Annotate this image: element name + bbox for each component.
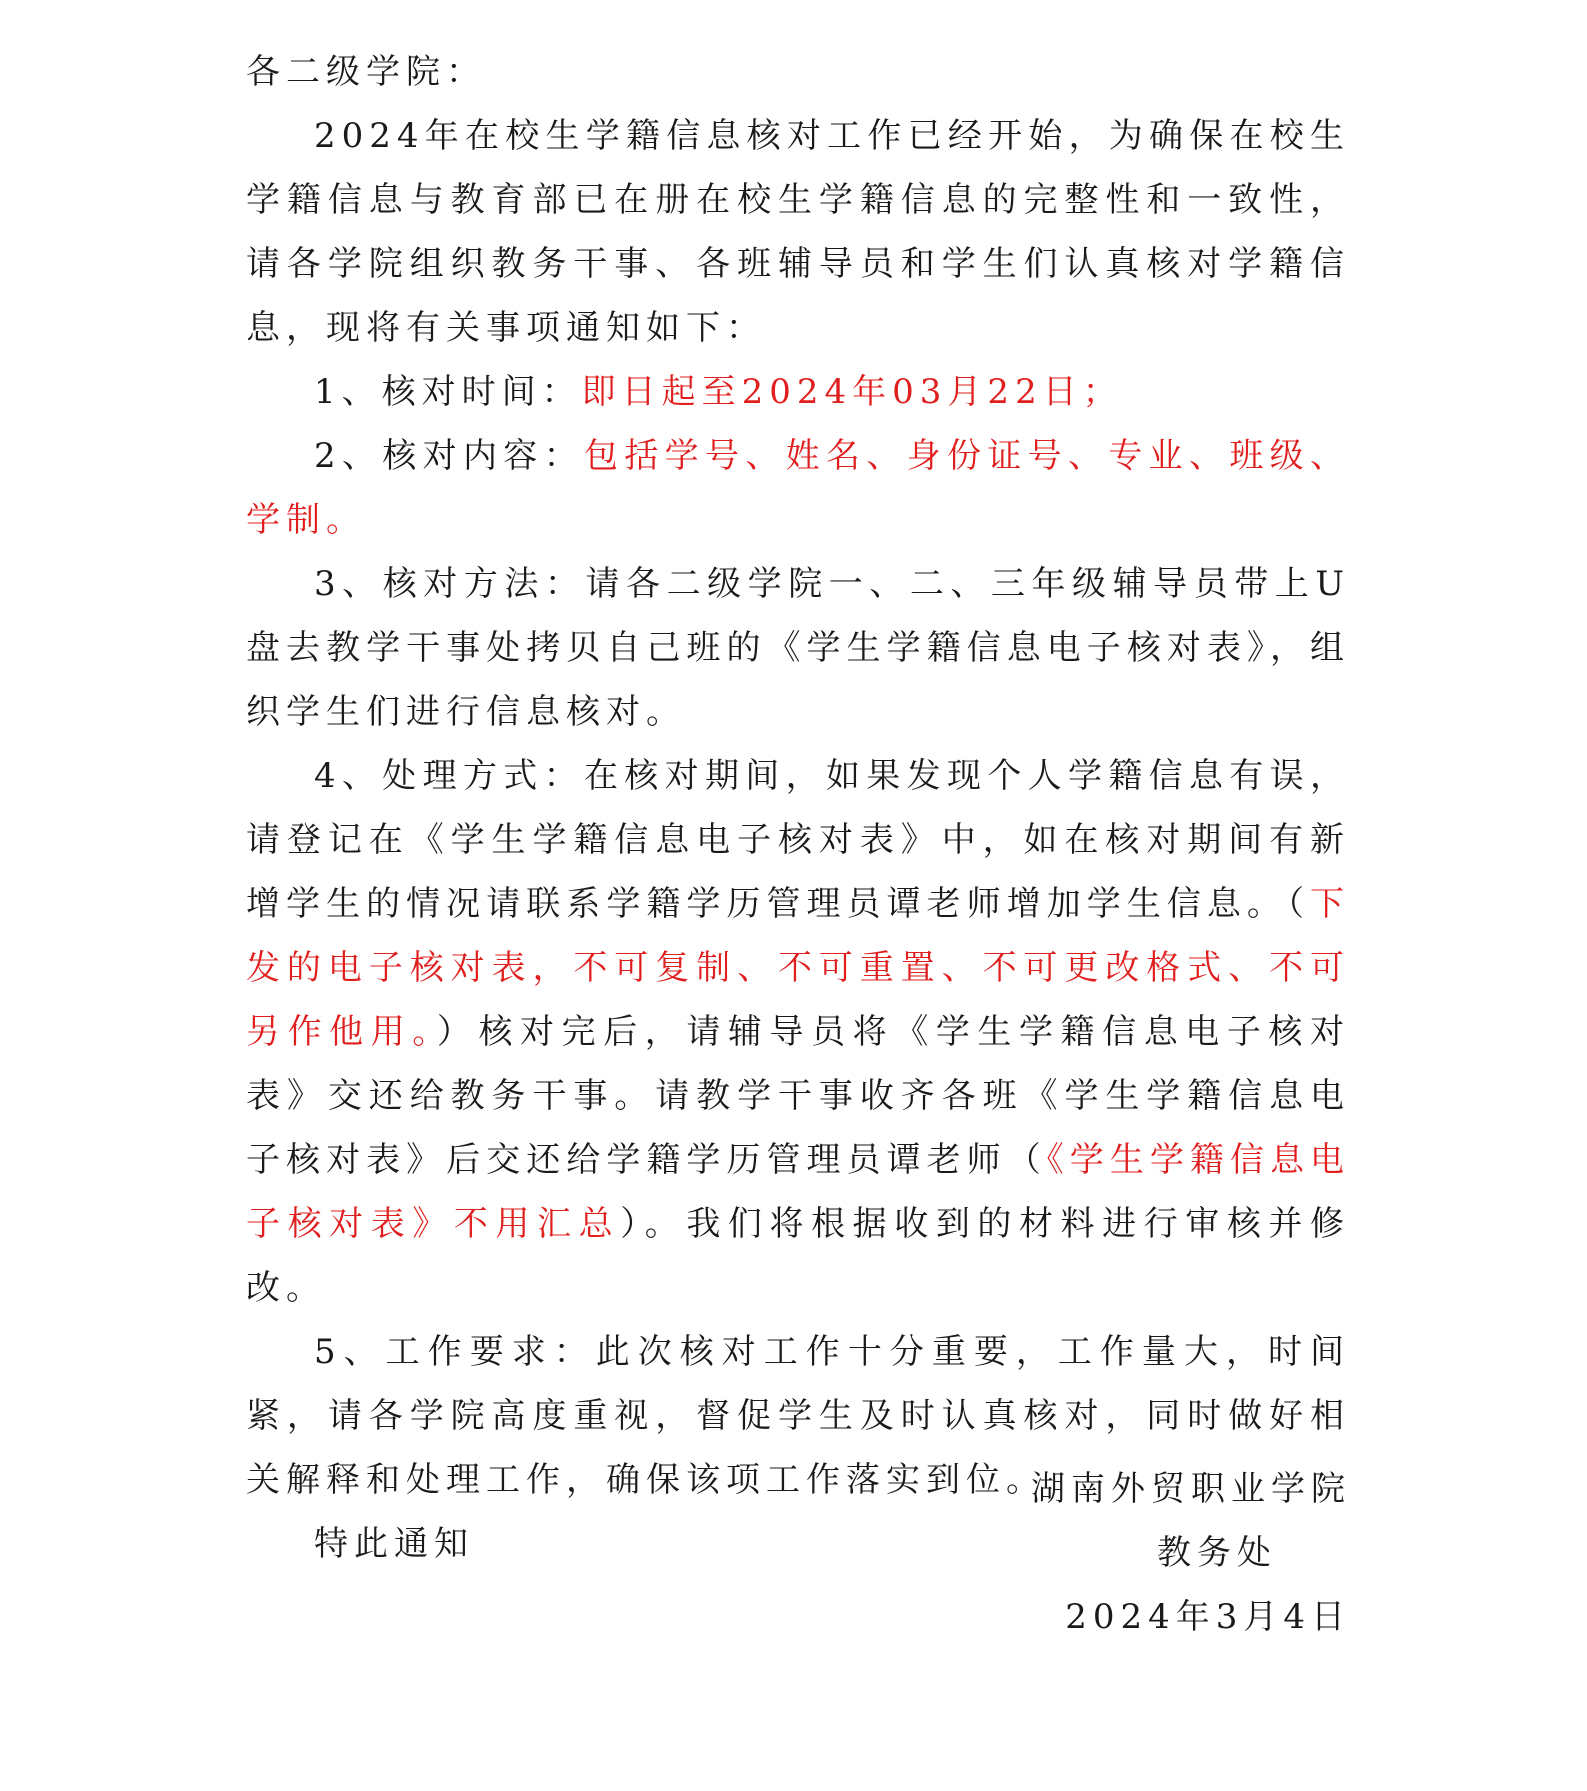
item-2-value: 包括学号、姓名、身份证号、专业、班级、学制。 (246, 436, 1351, 540)
salutation: 各二级学院： (246, 52, 486, 92)
item-2-label: 2、核对内容： (314, 436, 584, 476)
signature-date: 2024年3月4日 (1065, 1597, 1351, 1637)
item-4 (246, 744, 1350, 1320)
signature-dept: 教务处 (1157, 1533, 1277, 1573)
item-4-part3: ）。我们将根据收到的材料进行审核并修改。 (246, 1204, 1351, 1308)
signature-block (1031, 1457, 1351, 1649)
item-4-highlight-1: 下发的电子核对表，不可复制、不可重置、不可更改格式、不可另作他用。 (246, 884, 1350, 1052)
item-5: 5、工作要求：此次核对工作十分重要，工作量大，时间紧，请各学院高度重视，督促学生及时认真核对，同时做好相关解释和处理工作，确保该项工作落实到位。 (246, 1332, 1350, 1500)
item-4-part1: 4、处理方式：在核对期间，如果发现个人学籍信息有误，请登记在《学生学籍信息电子核对表》中，如在核对期间有新增学生的情况请联系学籍学历管理员谭老师增加学生信息。（ (246, 756, 1350, 924)
item-1 (246, 360, 1350, 424)
closing-text: 特此通知 (314, 1524, 474, 1564)
item-3: 3、核对方法：请各二级学院一、二、三年级辅导员带上U盘去教学干事处拷贝自己班的《学生学籍信息电子核对表》，组织学生们进行信息核对。 (246, 564, 1350, 732)
item-2 (246, 424, 1350, 552)
signature-org: 湖南外贸职业学院 (1031, 1469, 1351, 1509)
item-1-label: 1、核对时间： (314, 372, 582, 412)
item-1-value: 即日起至2024年03月22日； (581, 372, 1123, 412)
notice-body (246, 40, 1350, 1576)
intro-paragraph: 2024年在校生学籍信息核对工作已经开始，为确保在校生学籍信息与教育部已在册在校生学籍信息的完整性和一致性，请各学院组织教务干事、各班辅导员和学生们认真核对学籍信息，现将有关事项通知如下： (246, 116, 1350, 348)
item-4-highlight-2: 《学生学籍信息电子核对表》不用汇总 (246, 1140, 1351, 1244)
item-4-part2: ）核对完后，请辅导员将《学生学籍信息电子核对表》交还给教务干事。请教学干事收齐各班《学生学籍信息电子核对表》后交还给学籍学历管理员谭老师（ (246, 1012, 1351, 1180)
